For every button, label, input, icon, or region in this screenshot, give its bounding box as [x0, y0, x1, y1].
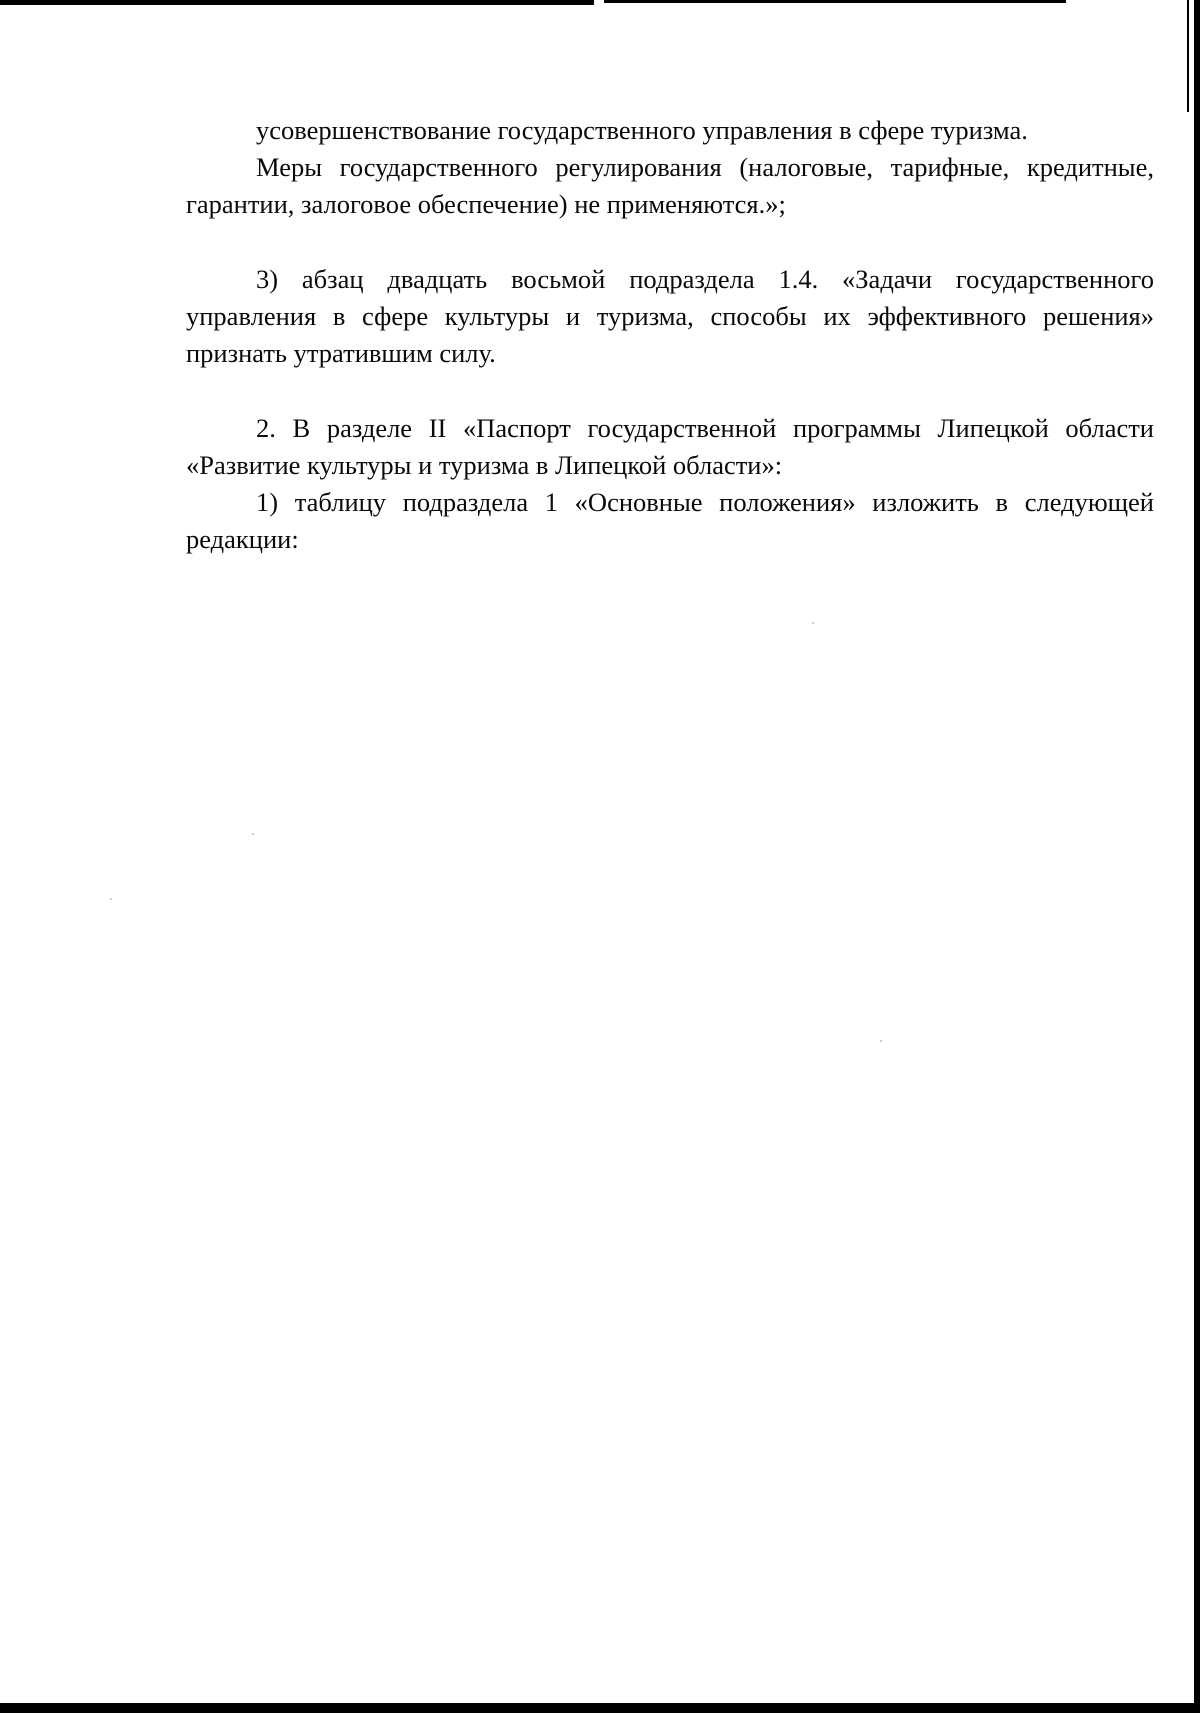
document-body [186, 112, 1154, 558]
scan-speck [110, 898, 112, 900]
paragraph-gap [186, 223, 1154, 261]
paragraph-gap [186, 372, 1154, 410]
paragraph-regulation-measures: Меры государственного регулирования (налоговые, тарифные, кредитные, гарантии, залоговое обеспечение) не применяются.»; [186, 152, 1154, 219]
scan-speck [812, 622, 814, 624]
scan-speck [880, 1040, 882, 1042]
scan-border-right-mark [1187, 0, 1189, 112]
scan-speck [252, 833, 254, 835]
scan-border-top-left [0, 0, 594, 5]
paragraph-item-1-table: 1) таблицу подраздела 1 «Основные положения» изложить в следующей редакции: [186, 487, 1154, 554]
scan-border-right [1194, 0, 1200, 1713]
paragraph-tourism-management: усовершенствование государственного управления в сфере туризма. [256, 115, 1028, 145]
scan-border-top-right [604, 0, 1066, 3]
paragraph-item-3: 3) абзац двадцать восьмой подраздела 1.4. «Задачи государственного управления в сфере культуры и туризма, способы их эффективного решения» признать утратившим силу. [186, 264, 1154, 368]
paragraph-item-2-section-ii: 2. В разделе II «Паспорт государственной программы Липецкой области «Развитие культуры и туризма в Липецкой области»: [186, 413, 1154, 480]
scan-border-bottom [0, 1703, 1200, 1713]
